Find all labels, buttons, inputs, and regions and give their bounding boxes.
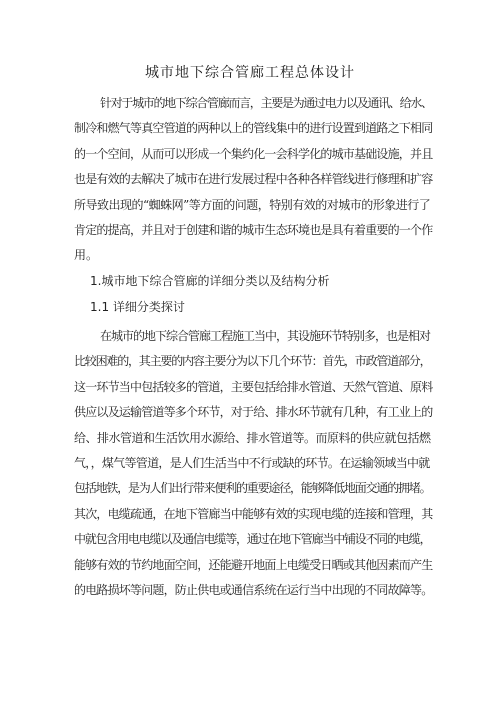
section-heading: 1.城市地下综合管廊的详细分类以及结构分析 (90, 274, 330, 288)
paragraph-line: 供应以及运输管道等多个环节，对于给、排水环节就有几种，有工业上的 (74, 405, 433, 420)
document-title: 城市地下综合管廊工程总体设计 (145, 65, 355, 81)
paragraph-line: 的电路损坏等问题，防止供电或通信系统在运行当中出现的不同故障等。 (74, 582, 433, 597)
paragraph-line: 也是有效的去解决了城市在进行发展过程中各种各样管线进行修理和扩容 (74, 172, 433, 187)
paragraph-line: 比较困难的，其主要的内容主要分为以下几个环节：首先，市政管道部分， (74, 354, 431, 369)
paragraph-line: 中就包含用电电缆以及通信电缆等，通过在地下管廊当中铺设不同的电缆， (74, 532, 431, 547)
paragraph-line: 在城市的地下综合管廊工程施工当中，其设施环节特别多，也是相对 (100, 329, 431, 343)
paragraph-line: 其次，电缆疏通，在地下管廊当中能够有效的实现电缆的连接和管理，其 (74, 506, 433, 521)
paragraph-line: 能够有效的节约地面空间，还能避开地面上电缆受日晒或其他因素而产生 (74, 557, 433, 572)
paragraph-line: 包括地铁，是为人们出行带来便利的重要途径，能够降低地面交通的拥堵。 (74, 481, 431, 496)
paragraph-line: 针对于城市的地下综合管廊而言，主要是为通过电力以及通讯、给水、 (100, 96, 432, 110)
paragraph-line: 给、排水管道和生活饮用水源给、排水管道等。而原料的供应就包括燃 (74, 430, 431, 445)
paragraph-line: 这一环节当中包括较多的管道，主要包括给排水管道、天然气管道、原料 (74, 379, 433, 394)
paragraph-line: 所导致出现的“蜘蛛网”等方面的问题，特别有效的对城市的形象进行了 (74, 197, 431, 212)
paragraph-line: 气，，煤气等管道，是人们生活当中不行或缺的环节。在运输领域当中就 (74, 455, 430, 470)
paragraph-line: 的一个空间，从而可以形成一个集约化一会科学化的城市基础设施，并且 (74, 146, 433, 161)
body-paragraph (74, 324, 432, 603)
paragraph-line: 制冷和燃气等真空管道的两种以上的管线集中的进行设置到道路之下相同 (74, 121, 433, 136)
subsection-heading: 1.1 详细分类探讨 (90, 300, 185, 314)
paragraph-line: 用。 (74, 248, 99, 263)
paragraph-line: 肯定的提高，并且对于创建和谐的城市生态环境也是具有着重要的一个作 (74, 222, 433, 237)
intro-paragraph (74, 91, 432, 269)
